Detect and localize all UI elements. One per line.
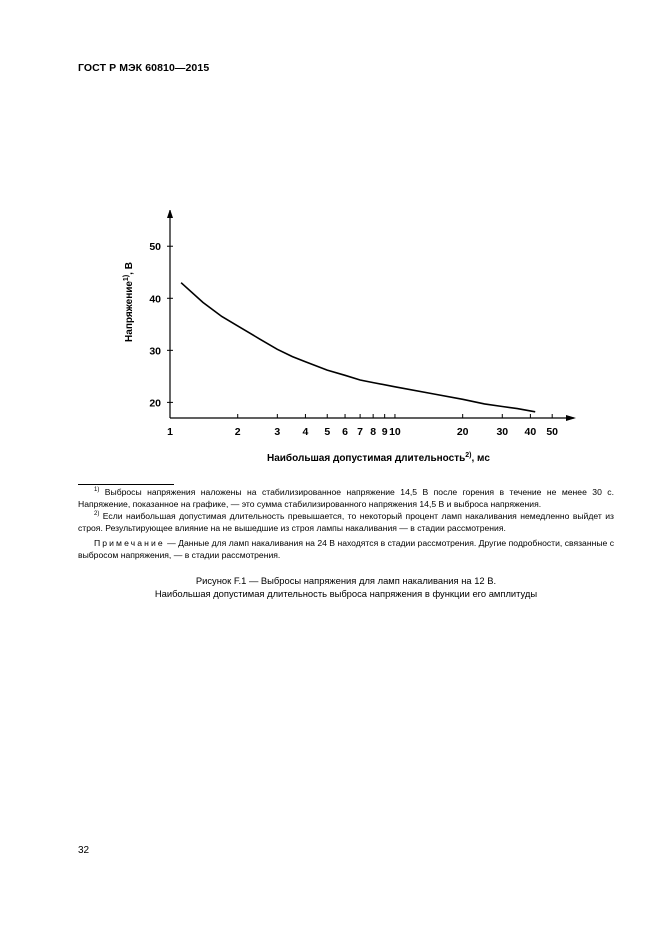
x-tick-label: 7 xyxy=(357,426,364,438)
x-tick-label: 5 xyxy=(324,426,331,438)
chart-axes xyxy=(167,210,576,421)
x-tick-label: 2 xyxy=(234,426,241,438)
y-tick-label: 20 xyxy=(149,397,161,410)
y-axis-label-unit: , В xyxy=(124,262,135,275)
x-axis-label-text: Наибольшая допустимая длительность xyxy=(267,453,466,464)
x-tick-label: 30 xyxy=(496,426,509,438)
note xyxy=(78,538,614,561)
document-header: ГОСТ Р МЭК 60810—2015 xyxy=(78,62,210,74)
x-tick-label: 20 xyxy=(456,426,469,438)
x-axis-label-unit: , мс xyxy=(471,453,490,464)
y-tick-label: 40 xyxy=(149,293,161,306)
x-axis-label-sup: 2) xyxy=(465,452,472,459)
voltage-curve xyxy=(181,283,535,412)
x-tick-label: 6 xyxy=(342,426,348,438)
figure-caption xyxy=(78,574,614,600)
footnote-2-mark: 2) xyxy=(94,511,100,517)
footnote-2-text: Если наибольшая допустимая длительность превышается, то некоторый процент ламп накаливания немедленно выйдет из строя. Результирующее влияние на не вышедшие из строя лампы накаливания — в стадии рассмотрения. xyxy=(78,511,614,533)
page-number: 32 xyxy=(78,845,90,856)
note-text: — Данные для ламп накаливания на 24 В находятся в стадии рассмотрения. Другие подробности, связанные с выбросом напряжения, — в стадии рассмотрения. xyxy=(78,538,614,560)
footnote-1 xyxy=(78,487,614,510)
x-tick-label: 40 xyxy=(524,426,537,438)
footnote-2 xyxy=(78,511,614,534)
x-tick-label: 4 xyxy=(302,426,309,438)
x-tick-label: 50 xyxy=(546,426,559,438)
chart-ticks xyxy=(167,246,552,418)
x-tick-label: 9 xyxy=(381,426,388,438)
y-axis-label-sup: 1) xyxy=(123,274,130,282)
footnote-rule xyxy=(78,484,174,485)
y-axis-label-text: Напряжение xyxy=(124,281,135,342)
x-tick-label: 8 xyxy=(370,426,377,438)
x-tick-label: 10 xyxy=(389,426,401,438)
x-tick-label: 3 xyxy=(274,426,281,438)
x-tick-label: 1 xyxy=(167,426,173,438)
figure-caption-line-2: Наибольшая допустимая длительность выброса напряжения в функции его амплитуды xyxy=(154,588,538,599)
voltage-duration-chart xyxy=(110,210,590,470)
y-axis-label xyxy=(123,262,135,342)
y-tick-label: 30 xyxy=(149,345,161,358)
footnote-1-text: Выбросы напряжения наложены на стабилизированное напряжение 14,5 В после горения в течение не менее 30 с. Напряжение, показанное на графике, — это сумма стабилизированного напряжения 14,5 В и выброса напряжения. xyxy=(78,487,614,509)
x-axis-arrow xyxy=(566,415,576,421)
footnote-1-mark: 1) xyxy=(94,487,100,493)
y-axis-arrow xyxy=(167,210,173,218)
figure-caption-line-1: Рисунок F.1 — Выбросы напряжения для ламп накаливания на 12 В. xyxy=(195,575,497,586)
y-tick-label: 50 xyxy=(149,241,161,254)
x-axis-label xyxy=(267,452,490,464)
chart-tick-labels xyxy=(149,241,558,438)
note-label: Примечание xyxy=(94,538,165,548)
